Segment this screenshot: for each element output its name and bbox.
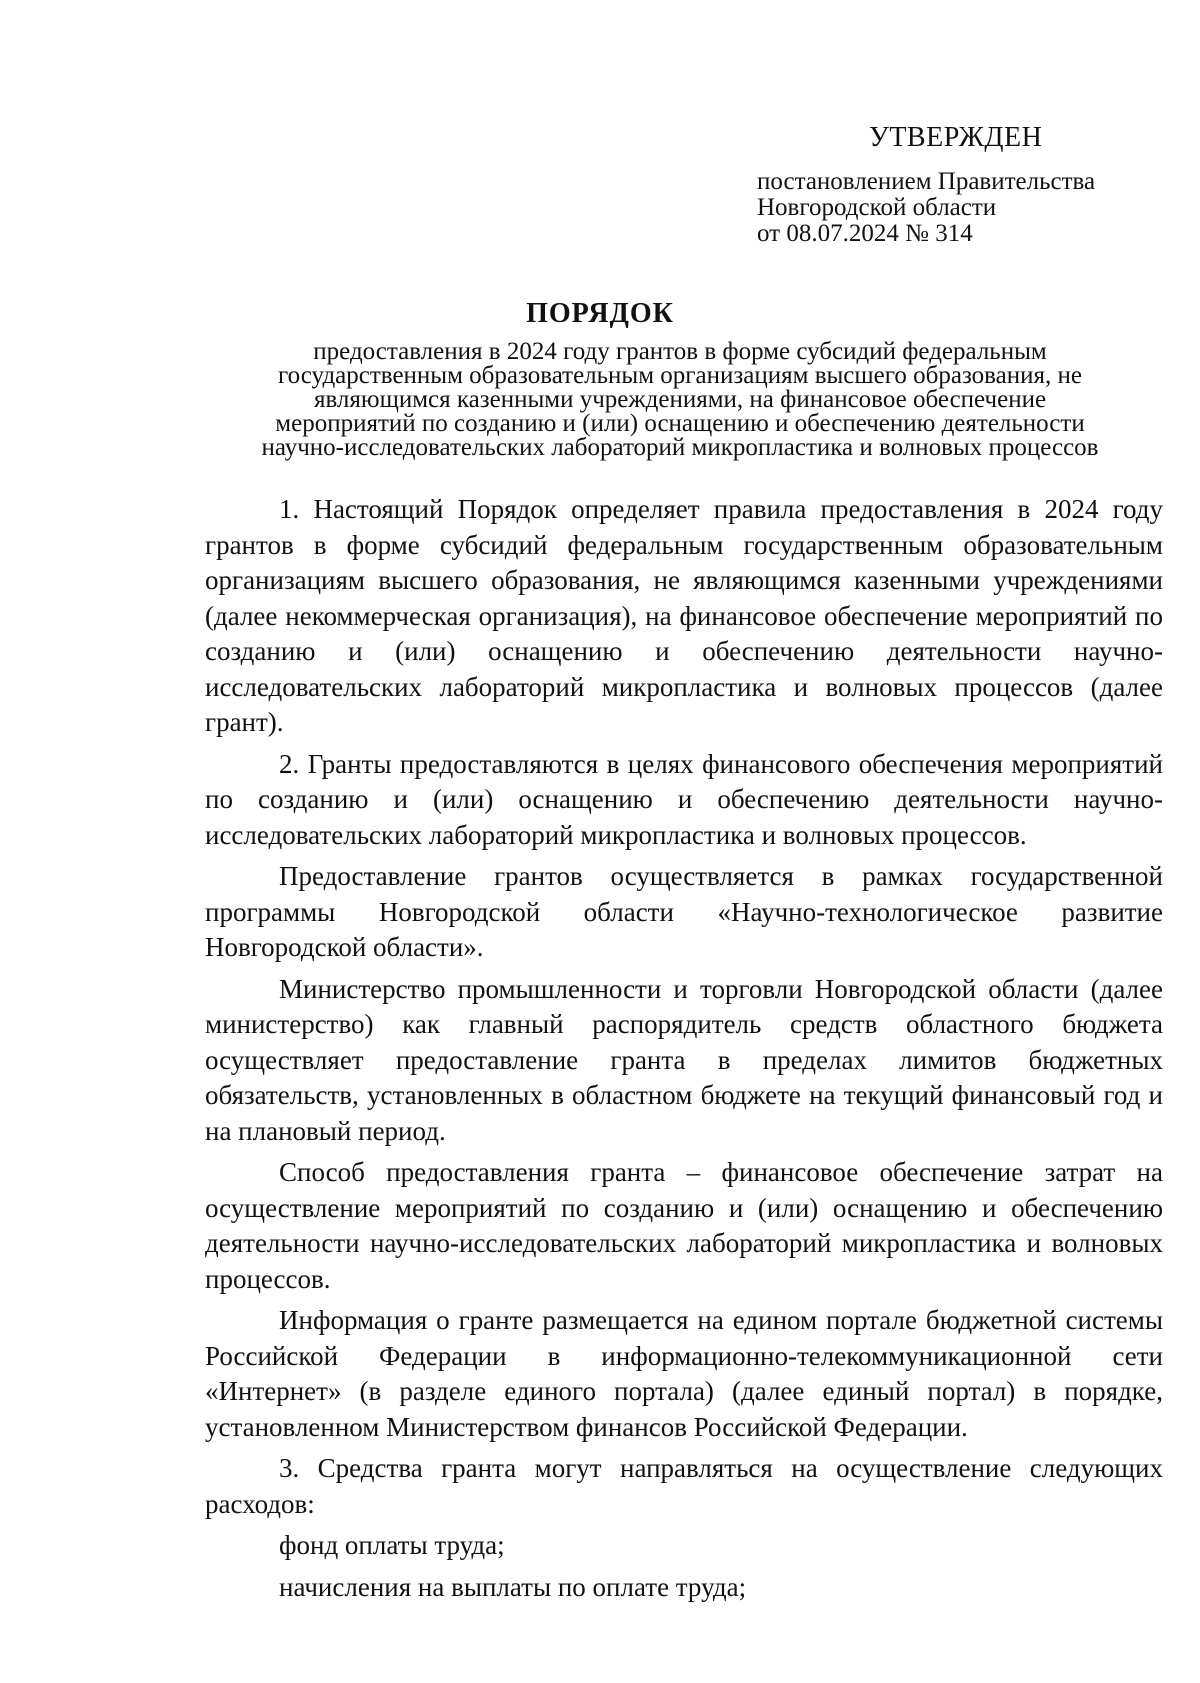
list-item: фонд оплаты труда; [279, 1530, 505, 1560]
document-title: ПОРЯДОК [526, 298, 674, 329]
subtitle-line: мероприятий по созданию и (или) оснащению и обеспечению деятельности [275, 410, 1085, 437]
paragraph-program: Предоставление грантов осуществляется в рамках государственной программы Новгородской области «Научно-технологическое развитие Новгородской области». [205, 861, 1163, 962]
approval-line: Новгородской области [757, 194, 997, 221]
approval-title: УТВЕРЖДЕН [869, 122, 1043, 153]
paragraph-method: Способ предоставления гранта – финансовое обеспечение затрат на осуществление мероприятий по созданию и (или) оснащению и обеспечению деятельности научно-исследовательских лабораторий микропластика и волновых процессов. [205, 1157, 1163, 1294]
subtitle-line: научно-исследовательских лабораторий микропластика и волновых процессов [261, 434, 1099, 461]
paragraph-1: 1. Настоящий Порядок определяет правила предоставления в 2024 году грантов в форме субсидий федеральным государственным образовательным организациям высшего образования, не являющимся казенными учреждениями (далее некоммерческая организация), на финансовое обеспечение мероприятий по созданию и (или) оснащению и обеспечению деятельности научно-исследовательских лабораторий микропластика и волновых процессов (далее грант). [205, 494, 1163, 737]
document-body [205, 492, 1163, 1605]
subtitle-line: являющимся казенными учреждениями, на финансовое обеспечение [313, 386, 1047, 413]
paragraph-portal-info: Информация о гранте размещается на едином портале бюджетной системы Российской Федерации в информационно-телекоммуникационной сети «Интернет» (в разделе единого портала) (далее единый портал) в порядке, установленном Министерством финансов Российской Федерации. [205, 1305, 1163, 1442]
subtitle-line: предоставления в 2024 году грантов в форме субсидий федеральным [313, 338, 1047, 365]
paragraph-3: 3. Средства гранта могут направляться на осуществление следующих расходов: [205, 1453, 1163, 1519]
subtitle-line: государственным образовательным организациям высшего образования, не [278, 362, 1082, 389]
approval-line: от 08.07.2024 № 314 [757, 220, 973, 247]
paragraph-ministry: Министерство промышленности и торговли Новгородской области (далее министерство) как главный распорядитель средств областного бюджета осуществляет предоставление гранта в пределах лимитов бюджетных обязательств, установленных в областном бюджете на текущий финансовый год и на плановый период. [205, 973, 1163, 1146]
approval-line: постановлением Правительства [757, 168, 1096, 195]
approval-stamp-block [757, 122, 1177, 247]
list-item: начисления на выплаты по оплате труда; [279, 1571, 747, 1602]
document-subtitle [200, 340, 1160, 460]
paragraph-2: 2. Гранты предоставляются в целях финансового обеспечения мероприятий по созданию и (или) оснащению и обеспечению деятельности научно-исследовательских лабораторий микропластика и волновых процессов. [205, 748, 1163, 850]
